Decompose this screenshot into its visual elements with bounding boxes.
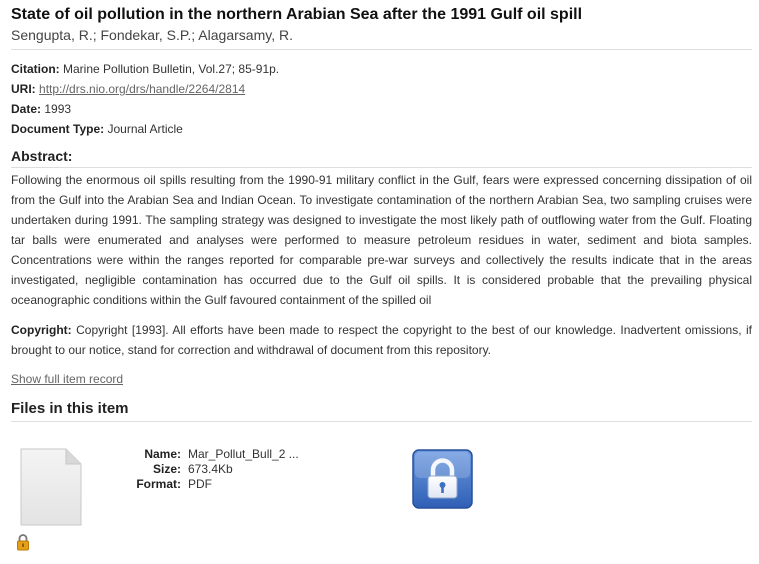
file-size-value: 673.4Kb — [188, 462, 233, 476]
citation-row — [11, 59, 752, 79]
date-row — [11, 99, 752, 119]
file-size-label: Size: — [152, 462, 181, 476]
file-thumbnail[interactable] — [20, 448, 82, 531]
file-size-row — [111, 462, 299, 477]
metadata-block — [11, 59, 752, 139]
doctype-value: Journal Article — [107, 122, 183, 136]
uri-label: URI: — [11, 82, 36, 96]
doctype-row — [11, 119, 752, 139]
restricted-access-icon — [412, 449, 473, 509]
citation-value: Marine Pollution Bulletin, Vol.27; 85-91p. — [63, 62, 280, 76]
abstract-text: Following the enormous oil spills resulting from the 1990-91 military conflict in the Gulf, fears were expressed concerning dissipation of oil from the Gulf into the Arabian Sea and Indian Ocean. To investigate contamination of the northern Arabian Sea, two sampling cruises were undertaken during 1991. The sampling strategy was designed to investigate the most likely path of outflowing water from the Gulf. Floating tar balls were enumerated and analyses were performed to measure petroleum residues in water, sediment and biota samples. Concentrations were within the ranges reported for comparable pre-war surveys and collectively the results indicate that in the areas investigated, negligible contamination has occurred due to the Gulf oil spills. It is considered probable that the prevailing physical oceanographic conditions within the Gulf favoured containment of the spilled oil — [11, 173, 752, 307]
uri-row — [11, 79, 752, 99]
uri-link[interactable]: http://drs.nio.org/drs/handle/2264/2814 — [39, 82, 246, 96]
divider — [11, 167, 752, 168]
item-title: State of oil pollution in the northern Arabian Sea after the 1991 Gulf oil spill — [11, 6, 583, 23]
file-format-label: Format: — [136, 477, 181, 491]
show-full-row — [11, 369, 752, 389]
files-heading: Files in this item — [11, 400, 129, 417]
file-name-value: Mar_Pollut_Bull_2 ... — [188, 447, 299, 461]
date-label: Date: — [11, 102, 42, 116]
copyright-label: Copyright: — [11, 323, 72, 337]
lock-icon — [16, 533, 30, 556]
show-full-record-link[interactable]: Show full item record — [11, 372, 124, 386]
date-value: 1993 — [44, 102, 72, 116]
abstract-heading: Abstract: — [11, 148, 73, 164]
item-authors: Sengupta, R.; Fondekar, S.P.; Alagarsamy, R. — [11, 27, 293, 43]
file-name-row — [111, 447, 299, 462]
restricted-access-button[interactable] — [412, 449, 473, 514]
divider — [11, 49, 752, 50]
file-format-row — [111, 477, 299, 492]
file-icon — [20, 448, 82, 526]
citation-label: Citation: — [11, 62, 60, 76]
copyright-block — [11, 320, 752, 360]
item-page — [11, 0, 752, 422]
file-format-value: PDF — [188, 477, 212, 491]
copyright-text: Copyright [1993]. All efforts have been made to respect the copyright to the best of our knowledge. Inadvertent omissions, if brought to our notice, stand for correction and withdrawal of document from this repository. — [11, 323, 752, 357]
divider — [11, 421, 752, 422]
file-info — [111, 447, 299, 492]
doctype-label: Document Type: — [11, 122, 105, 136]
file-name-label: Name: — [144, 447, 181, 461]
